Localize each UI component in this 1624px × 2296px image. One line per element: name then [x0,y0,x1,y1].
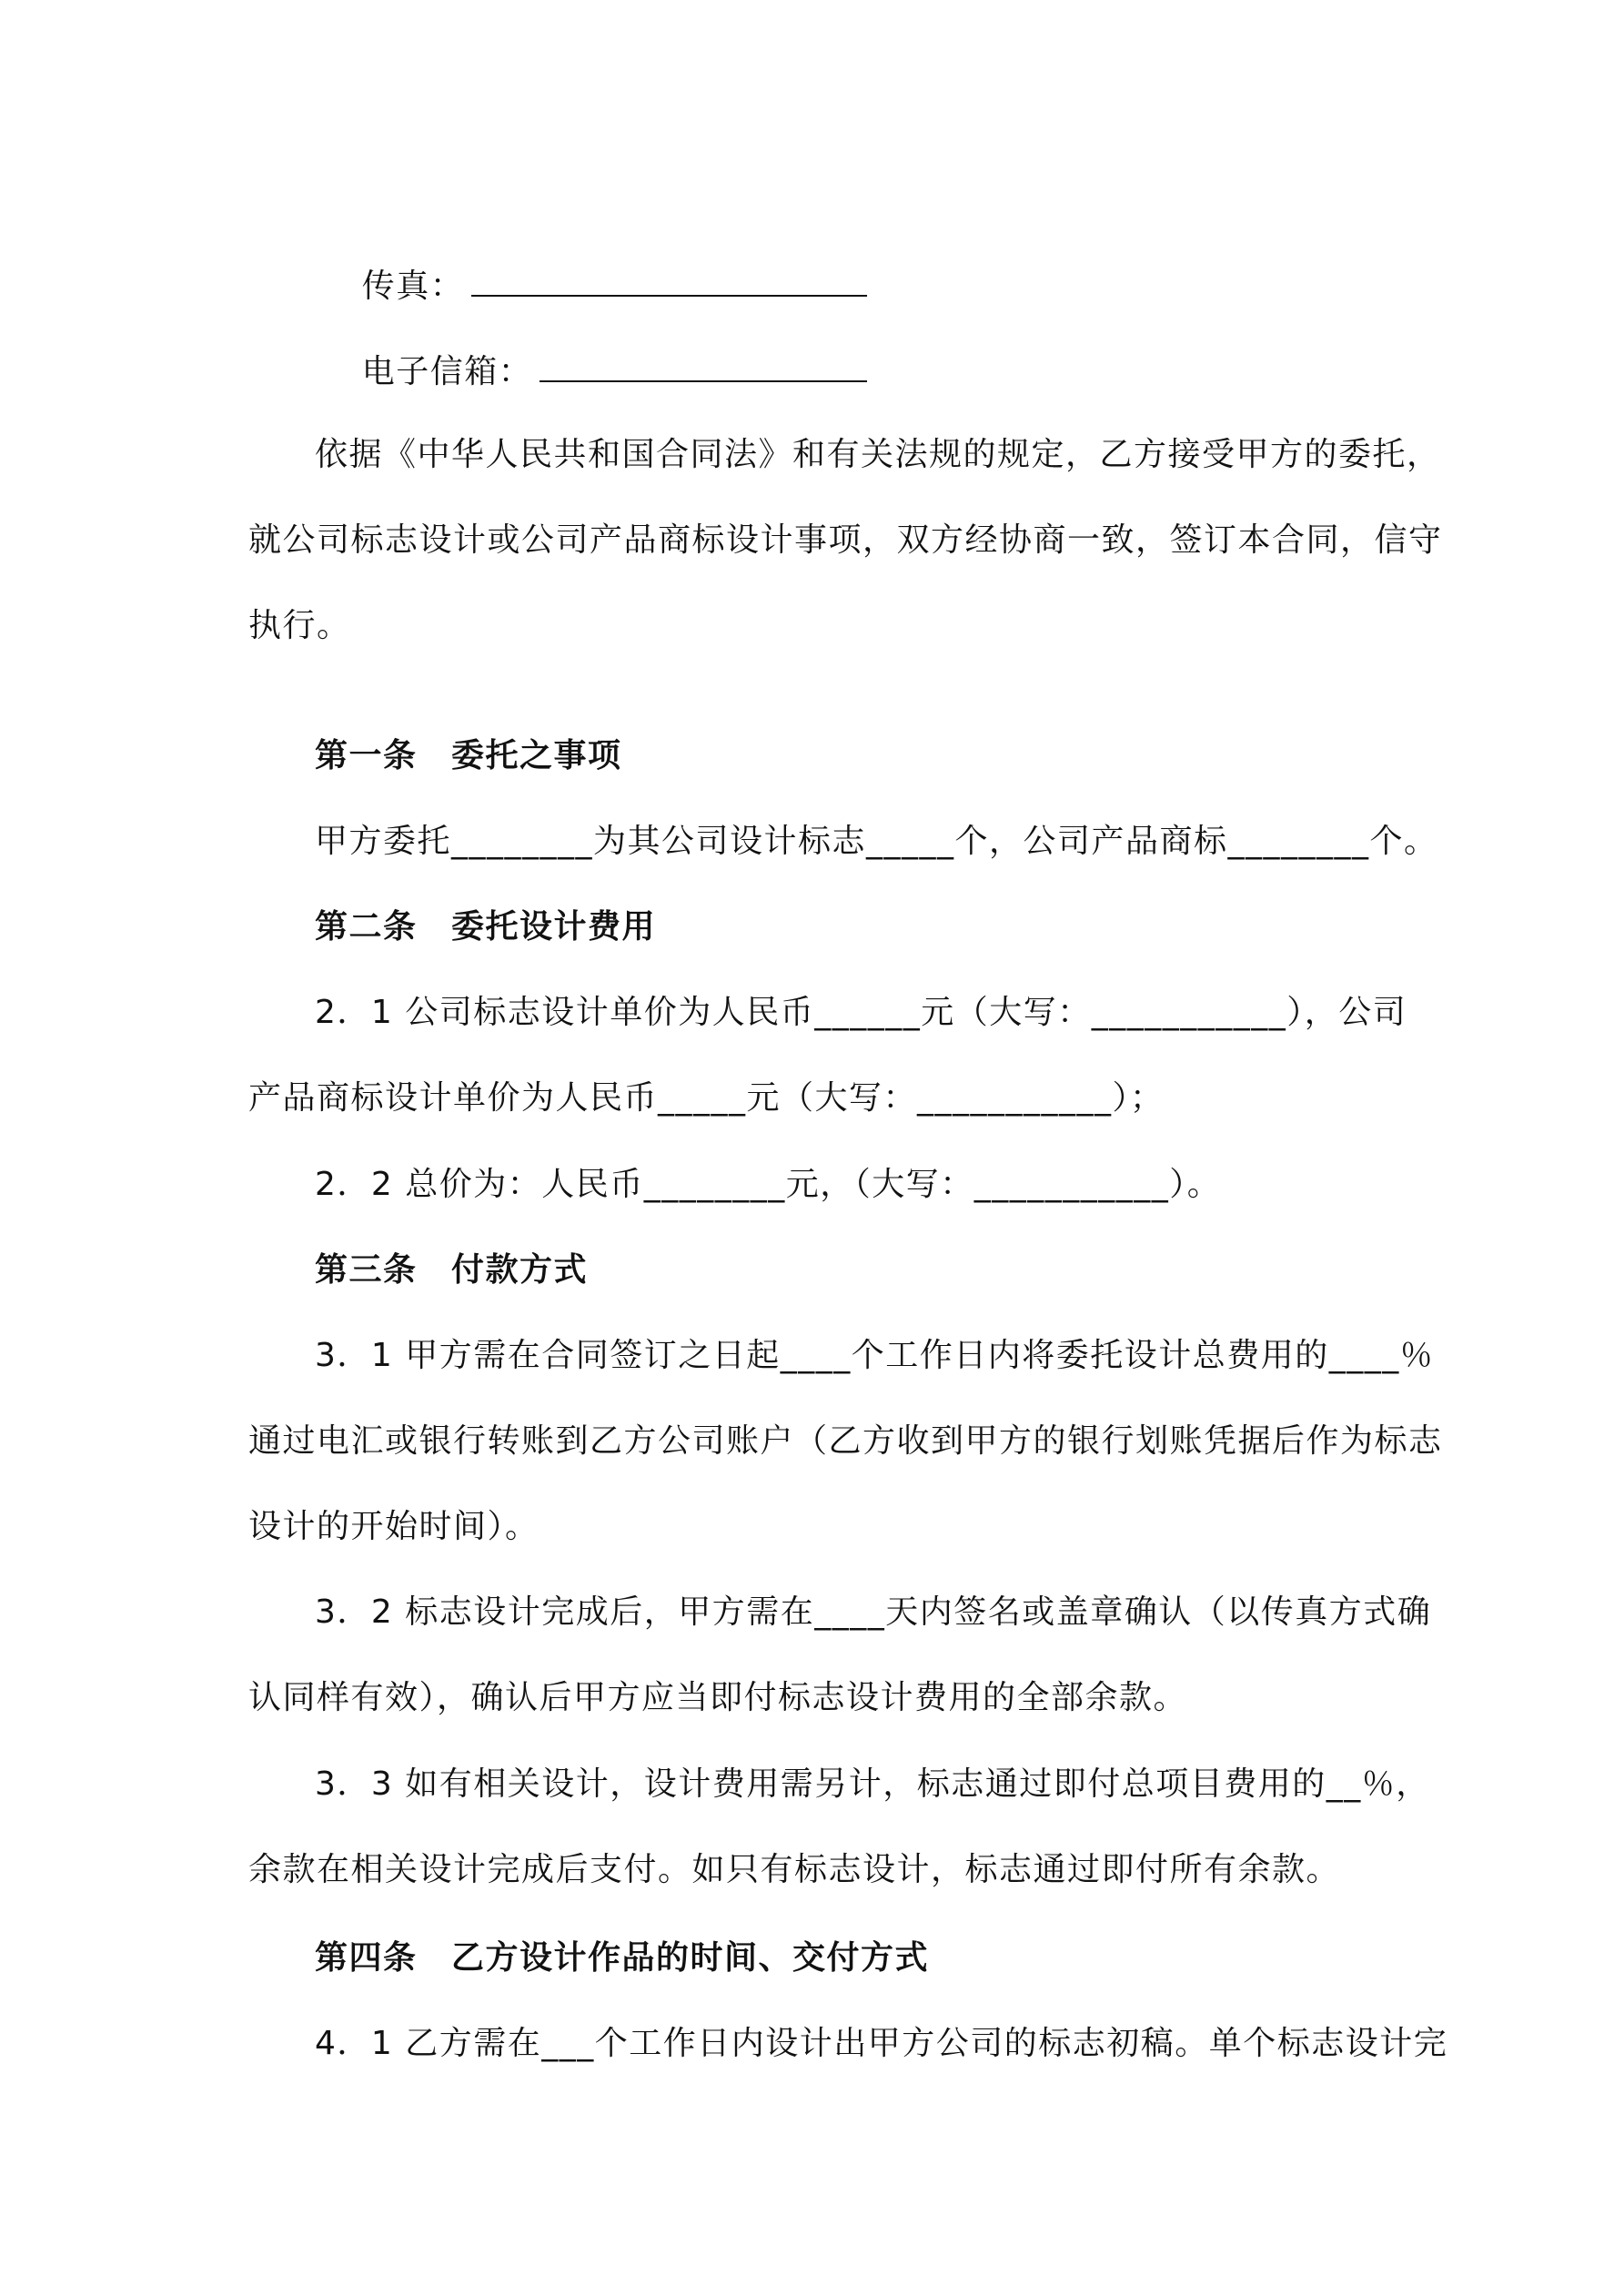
fax-blank [471,262,867,297]
article-3-line: 通过电汇或银行转账到乙方公司账户（乙方收到甲方的银行划账凭据后作为标志 [248,1422,1443,1460]
article-1-line: 甲方委托________为其公司设计标志_____个，公司产品商标________个。 [315,823,1438,860]
article-2-line: 2．2 总价为：人民币________元，（大写：___________）。 [315,1166,1222,1203]
article-3-line: 余款在相关设计完成后支付。如只有标志设计，标志通过即付所有余款。 [248,1851,1341,1888]
article-3-line: 3．3 如有相关设计，设计费用需另计，标志通过即付总项目费用的__％， [315,1765,1430,1803]
intro-line: 依据《中华人民共和国合同法》和有关法规的规定，乙方接受甲方的委托， [315,436,1441,473]
article-1-heading: 第一条 委托之事项 [315,737,622,774]
fax-label: 传真： [361,268,465,305]
article-3-line: 3．1 甲方需在合同签订之日起____个工作日内将委托设计总费用的____％ [315,1337,1435,1374]
email-label: 电子信箱： [361,353,533,390]
article-3-heading: 第三条 付款方式 [315,1251,589,1289]
article-2-line: 2．1 公司标志设计单价为人民币______元（大写：___________），公司 [315,994,1407,1031]
article-4-line: 4．1 乙方需在___个工作日内设计出甲方公司的标志初稿。单个标志设计完 [315,2025,1448,2062]
article-3-line: 设计的开始时间）。 [248,1508,540,1545]
intro-line: 就公司标志设计或公司产品商标设计事项，双方经协商一致，签订本合同，信守 [248,521,1443,559]
article-4-heading: 第四条 乙方设计作品的时间、交付方式 [315,1939,930,1977]
intro-line: 执行。 [248,607,351,644]
article-2-heading: 第二条 委托设计费用 [315,908,657,946]
article-3-line: 认同样有效），确认后甲方应当即付标志设计费用的全部余款。 [248,1679,1188,1716]
email-blank [540,348,867,382]
article-3-line: 3．2 标志设计完成后，甲方需在____天内签名或盖章确认（以传真方式确 [315,1593,1432,1631]
article-2-line: 产品商标设计单价为人民币_____元（大写：___________）； [248,1079,1165,1117]
